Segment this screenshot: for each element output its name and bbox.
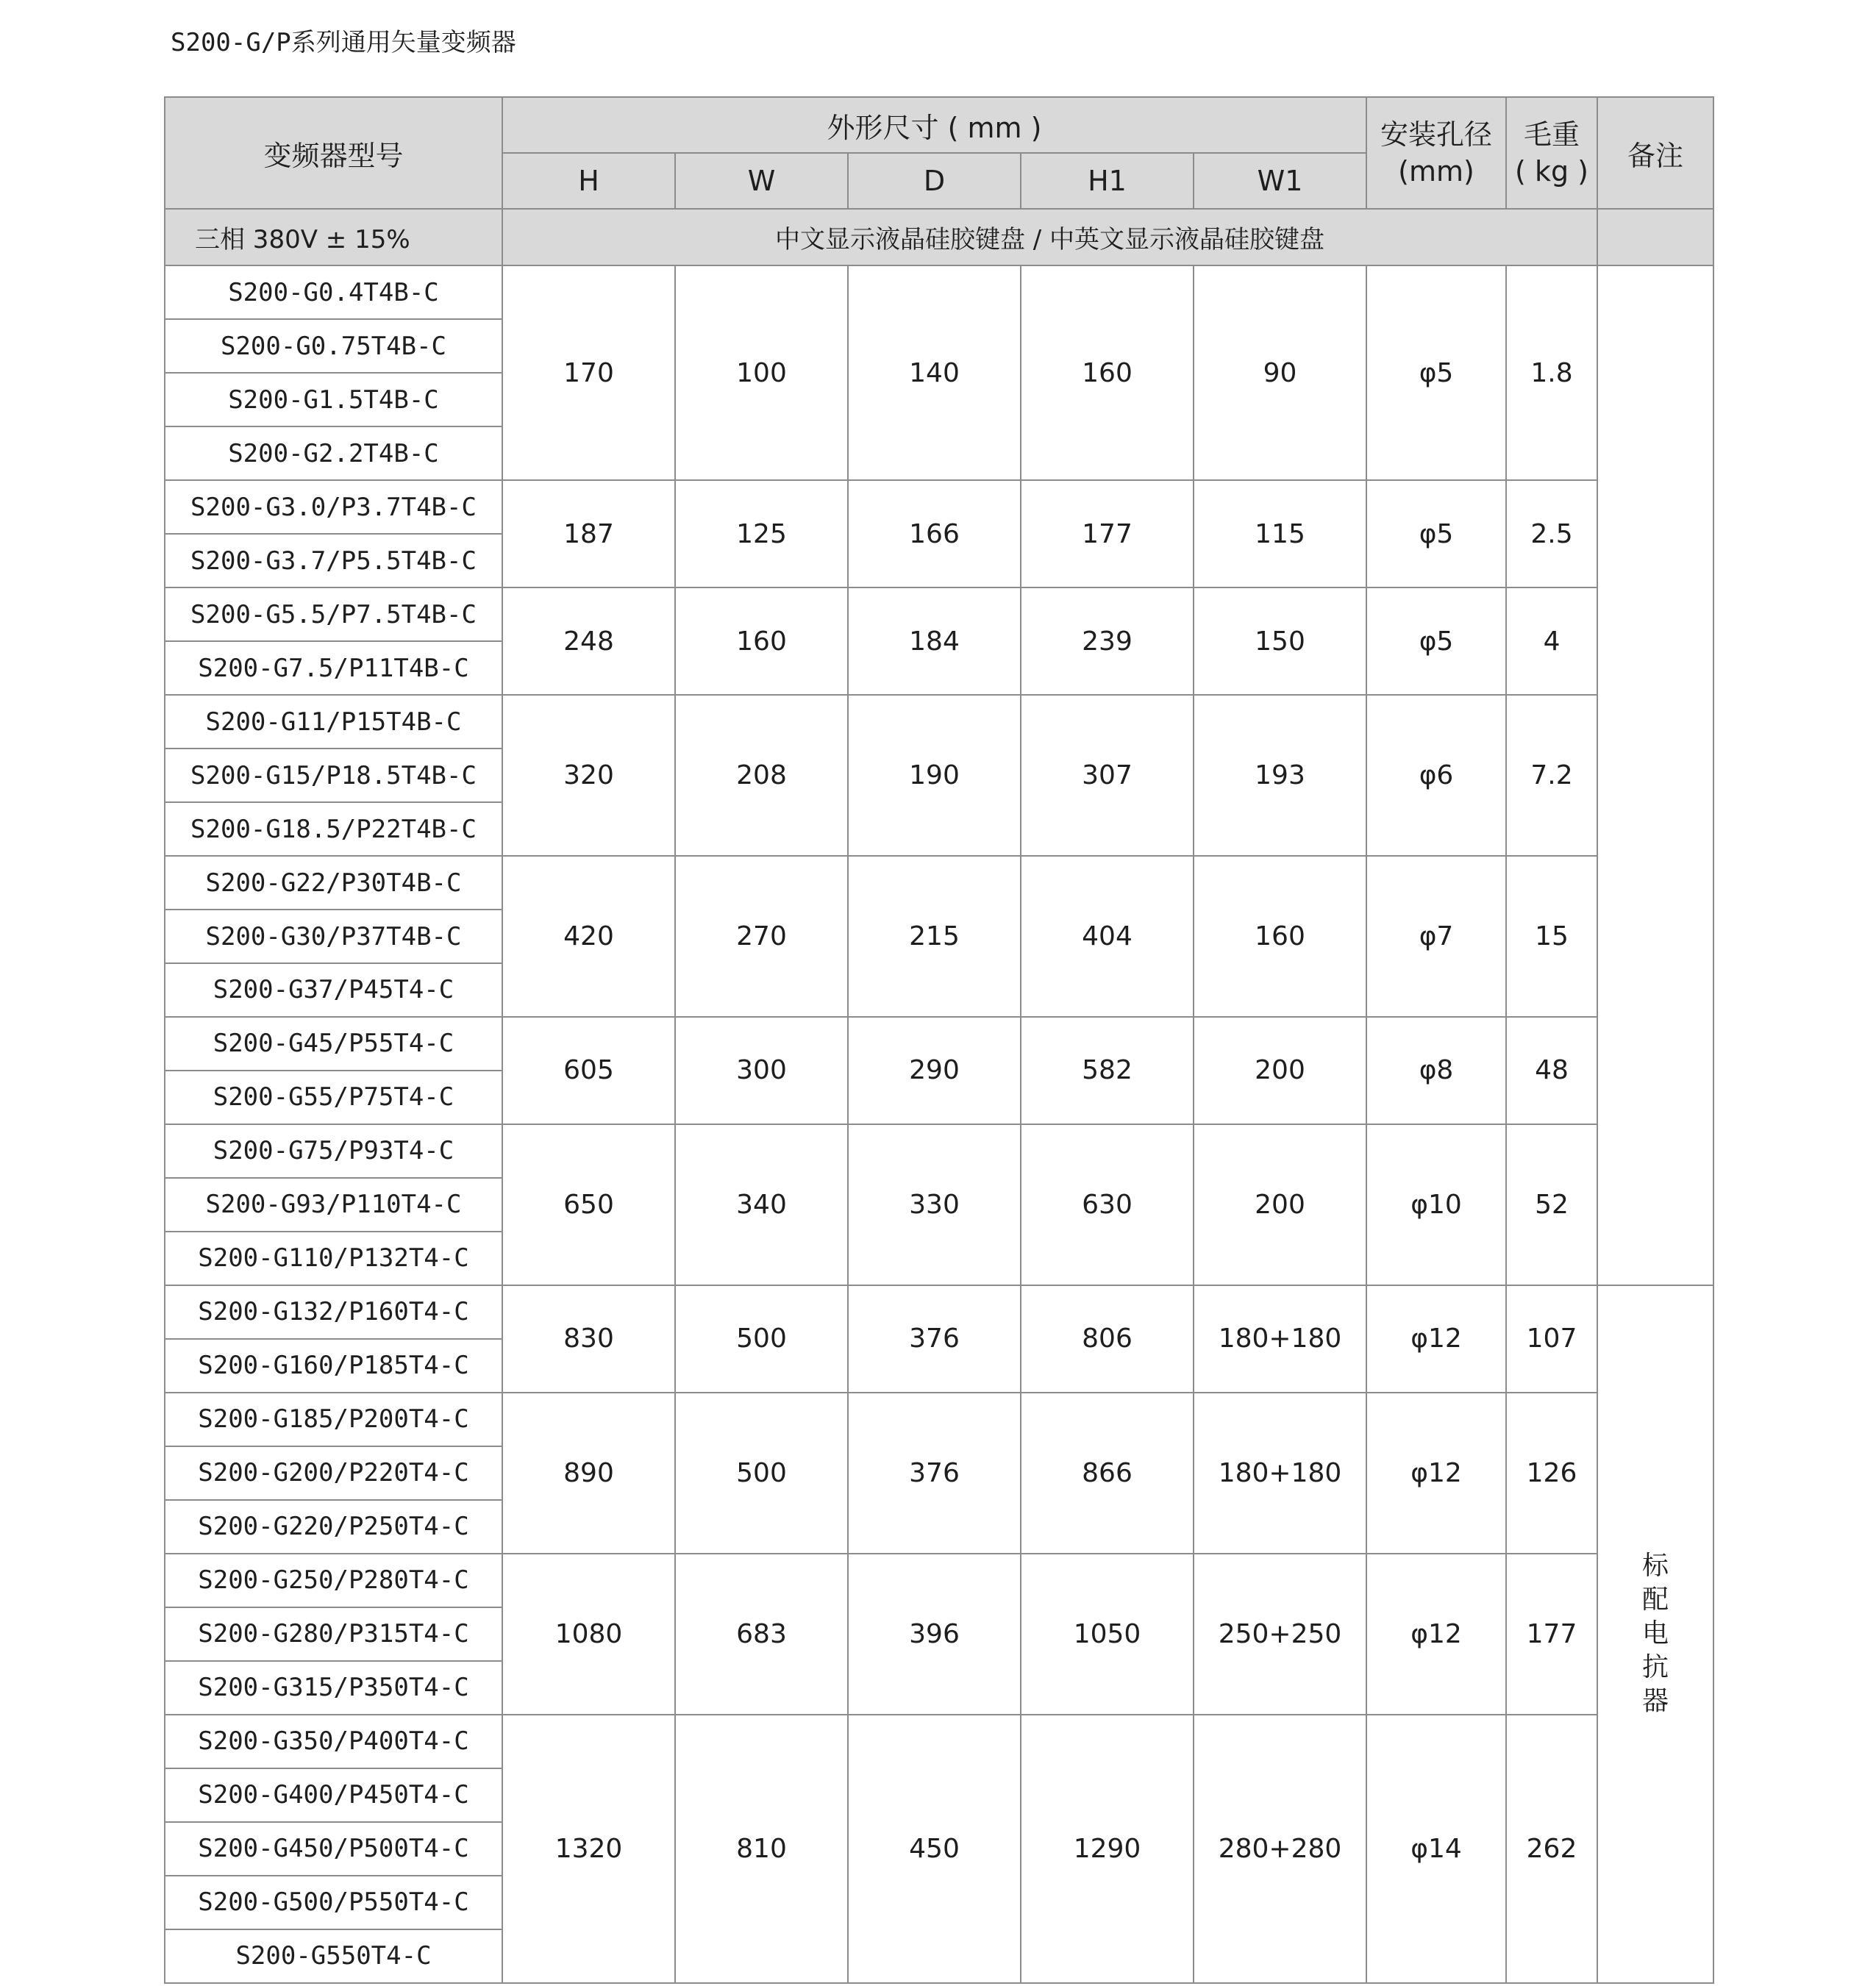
value-w1: 115 [1194,480,1366,587]
value-h: 1320 [502,1715,675,1983]
value-d: 376 [848,1393,1021,1554]
table-row [165,1715,1713,1768]
value-weight: 48 [1506,1017,1597,1124]
value-w: 300 [675,1017,848,1124]
header-dim-W: W [675,153,848,209]
value-w1: 150 [1194,587,1366,695]
model-cell: S200-G350/P400T4-C [165,1715,502,1768]
value-d: 376 [848,1285,1021,1393]
model-cell: S200-G160/P185T4-C [165,1339,502,1393]
value-h: 650 [502,1124,675,1285]
value-weight: 126 [1506,1393,1597,1554]
value-w1: 250+250 [1194,1554,1366,1715]
value-d: 190 [848,695,1021,856]
value-w1: 180+180 [1194,1285,1366,1393]
model-cell: S200-G3.0/P3.7T4B-C [165,480,502,534]
value-h1: 582 [1021,1017,1194,1124]
value-h1: 160 [1021,265,1194,480]
model-cell: S200-G93/P110T4-C [165,1178,502,1232]
value-h: 420 [502,856,675,1017]
value-d: 140 [848,265,1021,480]
model-cell: S200-G185/P200T4-C [165,1393,502,1446]
table-row [165,480,1713,534]
value-h: 605 [502,1017,675,1124]
table-body [165,209,1713,1983]
model-cell: S200-G22/P30T4B-C [165,856,502,910]
value-h1: 404 [1021,856,1194,1017]
value-w1: 200 [1194,1017,1366,1124]
value-weight: 177 [1506,1554,1597,1715]
model-cell: S200-G0.75T4B-C [165,319,502,373]
table-row [165,695,1713,749]
keyboard-label: 中文显示液晶硅胶键盘 / 中英文显示液晶硅胶键盘 [502,209,1597,265]
value-h: 170 [502,265,675,480]
model-cell: S200-G1.5T4B-C [165,373,502,426]
value-w: 100 [675,265,848,480]
document-title: S200-G/P系列通用矢量变频器 [171,28,516,57]
header-dimensions: 外形尺寸 ( mm ) [502,97,1366,153]
remark-cell [1597,265,1713,1285]
table-row [165,265,1713,319]
value-hole: φ8 [1366,1017,1506,1124]
table-row [165,587,1713,641]
value-weight: 1.8 [1506,265,1597,480]
model-cell: S200-G75/P93T4-C [165,1124,502,1178]
value-hole: φ6 [1366,695,1506,856]
subheader-row [165,209,1713,265]
remark-text: 标配电抗器 [1642,1551,1669,1717]
value-w1: 280+280 [1194,1715,1366,1983]
spec-table [164,96,1714,1984]
value-weight: 2.5 [1506,480,1597,587]
value-w: 160 [675,587,848,695]
table-row [165,1017,1713,1071]
model-cell: S200-G18.5/P22T4B-C [165,802,502,856]
model-cell: S200-G315/P350T4-C [165,1661,502,1715]
model-cell: S200-G3.7/P5.5T4B-C [165,534,502,587]
table-row [165,1554,1713,1607]
value-d: 450 [848,1715,1021,1983]
model-cell: S200-G2.2T4B-C [165,426,502,480]
value-d: 290 [848,1017,1021,1124]
header-hole: 安装孔径 (mm) [1366,97,1506,209]
value-h1: 1050 [1021,1554,1194,1715]
header-dim-D: D [848,153,1021,209]
value-w: 810 [675,1715,848,1983]
value-hole: φ12 [1366,1554,1506,1715]
value-h1: 866 [1021,1393,1194,1554]
header-dim-H1: H1 [1021,153,1194,209]
value-w: 500 [675,1285,848,1393]
header-dim-W1: W1 [1194,153,1366,209]
table-row [165,1285,1713,1339]
voltage-label: 三相 380V ± 15% [165,209,502,265]
value-hole: φ5 [1366,480,1506,587]
value-weight: 52 [1506,1124,1597,1285]
value-hole: φ14 [1366,1715,1506,1983]
value-d: 215 [848,856,1021,1017]
header-remark: 备注 [1597,97,1713,209]
value-h: 830 [502,1285,675,1393]
value-w1: 193 [1194,695,1366,856]
value-w: 208 [675,695,848,856]
model-cell: S200-G280/P315T4-C [165,1607,502,1661]
model-cell: S200-G45/P55T4-C [165,1017,502,1071]
table-row [165,856,1713,910]
model-cell: S200-G7.5/P11T4B-C [165,641,502,695]
value-hole: φ12 [1366,1393,1506,1554]
subheader-remark-blank [1597,209,1713,265]
value-h1: 239 [1021,587,1194,695]
model-cell: S200-G30/P37T4B-C [165,910,502,963]
value-weight: 107 [1506,1285,1597,1393]
model-cell: S200-G15/P18.5T4B-C [165,749,502,802]
value-hole: φ5 [1366,587,1506,695]
table-row [165,1124,1713,1178]
value-d: 166 [848,480,1021,587]
model-cell: S200-G110/P132T4-C [165,1232,502,1285]
model-cell: S200-G250/P280T4-C [165,1554,502,1607]
value-w: 500 [675,1393,848,1554]
header-model: 变频器型号 [165,97,502,209]
value-w: 125 [675,480,848,587]
value-h1: 630 [1021,1124,1194,1285]
model-cell: S200-G550T4-C [165,1929,502,1983]
table-row [165,1393,1713,1446]
model-cell: S200-G450/P500T4-C [165,1822,502,1876]
value-weight: 7.2 [1506,695,1597,856]
value-w: 340 [675,1124,848,1285]
model-cell: S200-G132/P160T4-C [165,1285,502,1339]
value-hole: φ7 [1366,856,1506,1017]
model-cell: S200-G0.4T4B-C [165,265,502,319]
value-hole: φ12 [1366,1285,1506,1393]
value-h1: 177 [1021,480,1194,587]
table-header [165,97,1713,209]
value-w: 683 [675,1554,848,1715]
model-cell: S200-G55/P75T4-C [165,1071,502,1124]
remark-cell [1597,1285,1713,1983]
value-w1: 200 [1194,1124,1366,1285]
value-h1: 1290 [1021,1715,1194,1983]
value-weight: 262 [1506,1715,1597,1983]
value-w1: 90 [1194,265,1366,480]
value-hole: φ10 [1366,1124,1506,1285]
value-h: 890 [502,1393,675,1554]
value-d: 330 [848,1124,1021,1285]
header-weight: 毛重 ( kg ) [1506,97,1597,209]
value-hole: φ5 [1366,265,1506,480]
model-cell: S200-G500/P550T4-C [165,1876,502,1929]
value-h1: 806 [1021,1285,1194,1393]
value-d: 184 [848,587,1021,695]
value-w1: 180+180 [1194,1393,1366,1554]
model-cell: S200-G400/P450T4-C [165,1768,502,1822]
value-d: 396 [848,1554,1021,1715]
value-w: 270 [675,856,848,1017]
value-weight: 15 [1506,856,1597,1017]
value-h1: 307 [1021,695,1194,856]
value-h: 187 [502,480,675,587]
value-weight: 4 [1506,587,1597,695]
model-cell: S200-G37/P45T4-C [165,963,502,1017]
model-cell: S200-G5.5/P7.5T4B-C [165,587,502,641]
model-cell: S200-G220/P250T4-C [165,1500,502,1554]
model-cell: S200-G200/P220T4-C [165,1446,502,1500]
header-dim-H: H [502,153,675,209]
value-w1: 160 [1194,856,1366,1017]
model-cell: S200-G11/P15T4B-C [165,695,502,749]
value-h: 1080 [502,1554,675,1715]
value-h: 248 [502,587,675,695]
value-h: 320 [502,695,675,856]
